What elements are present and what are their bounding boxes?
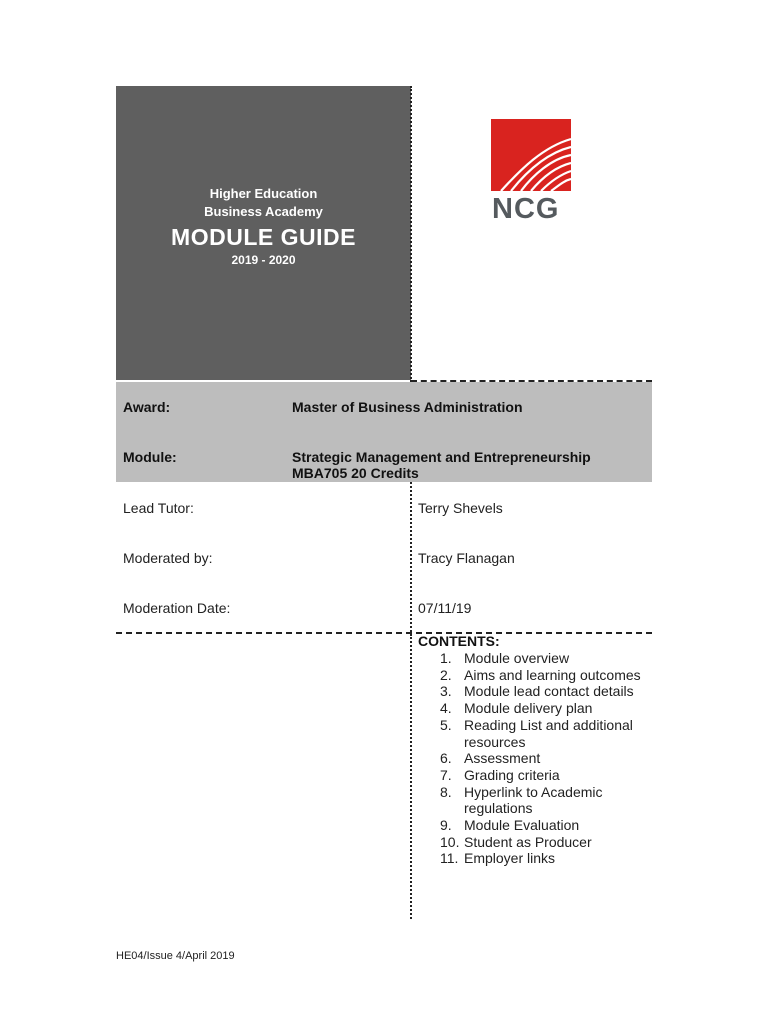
list-item-number: 5. [440,716,452,733]
moderation-date-label: Moderation Date: [123,600,231,616]
academic-year: 2019 - 2020 [231,253,296,267]
moderated-by-value: Tracy Flanagan [418,550,515,566]
list-item-number: 3. [440,683,452,700]
list-item-text: Module Evaluation [464,817,580,834]
document-title: MODULE GUIDE [171,224,356,250]
document-footer: HE04/Issue 4/April 2019 [116,950,235,962]
list-item [418,683,648,700]
list-item-number: 8. [440,783,452,800]
award-value: Master of Business Administration [292,399,523,415]
list-item-text: Reading List and additional resources [464,716,633,750]
list-item-text: Grading criteria [464,766,560,783]
lead-tutor-label: Lead Tutor: [123,500,194,516]
list-item [418,767,648,784]
contents-list [418,650,648,867]
list-item-text: Assessment [464,750,541,767]
module-value [292,449,591,481]
list-item [418,850,648,867]
list-item-number: 7. [440,766,452,783]
contents-section [418,633,648,867]
list-item-text: Student as Producer [464,833,592,850]
module-value-line2: MBA705 20 Credits [292,465,419,481]
list-item-number: 9. [440,817,452,834]
list-item-number: 2. [440,666,452,683]
title-block [116,86,411,380]
list-item-text: Module lead contact details [464,683,634,700]
contents-vertical-divider [410,634,412,919]
list-item-text: Aims and learning outcomes [464,666,641,683]
award-label: Award: [123,399,171,415]
module-value-line1: Strategic Management and Entrepreneurship [292,449,591,465]
list-item-number: 11. [440,850,459,867]
details-vertical-divider [410,482,412,632]
ncg-logo-text: NCG [492,193,560,225]
list-item [418,667,648,684]
list-item [418,717,648,750]
top-vertical-divider [410,86,412,382]
list-item-text: Module overview [464,650,570,666]
award-module-band [116,382,652,482]
list-item-number: 6. [440,750,452,767]
list-item-number: 1. [440,650,452,666]
contents-heading: CONTENTS: [418,633,500,649]
list-item [418,700,648,717]
list-item-text: Employer links [464,850,556,867]
ncg-logo [491,119,571,224]
module-label: Module: [123,449,177,465]
list-item-text: Hyperlink to Academic regulations [464,783,603,817]
list-item [418,834,648,851]
title-block-line2: Business Academy [204,204,323,219]
list-item [418,784,648,817]
ncg-logo-mark [491,119,571,191]
moderation-date-value: 07/11/19 [418,600,472,616]
lead-tutor-value: Terry Shevels [418,500,503,516]
list-item-number: 10. [440,833,460,850]
list-item [418,650,648,667]
title-block-line1: Higher Education [209,186,318,201]
list-item-number: 4. [440,700,452,717]
list-item-text: Module delivery plan [464,700,593,717]
moderated-by-label: Moderated by: [123,550,213,566]
list-item [418,750,648,767]
list-item [418,817,648,834]
